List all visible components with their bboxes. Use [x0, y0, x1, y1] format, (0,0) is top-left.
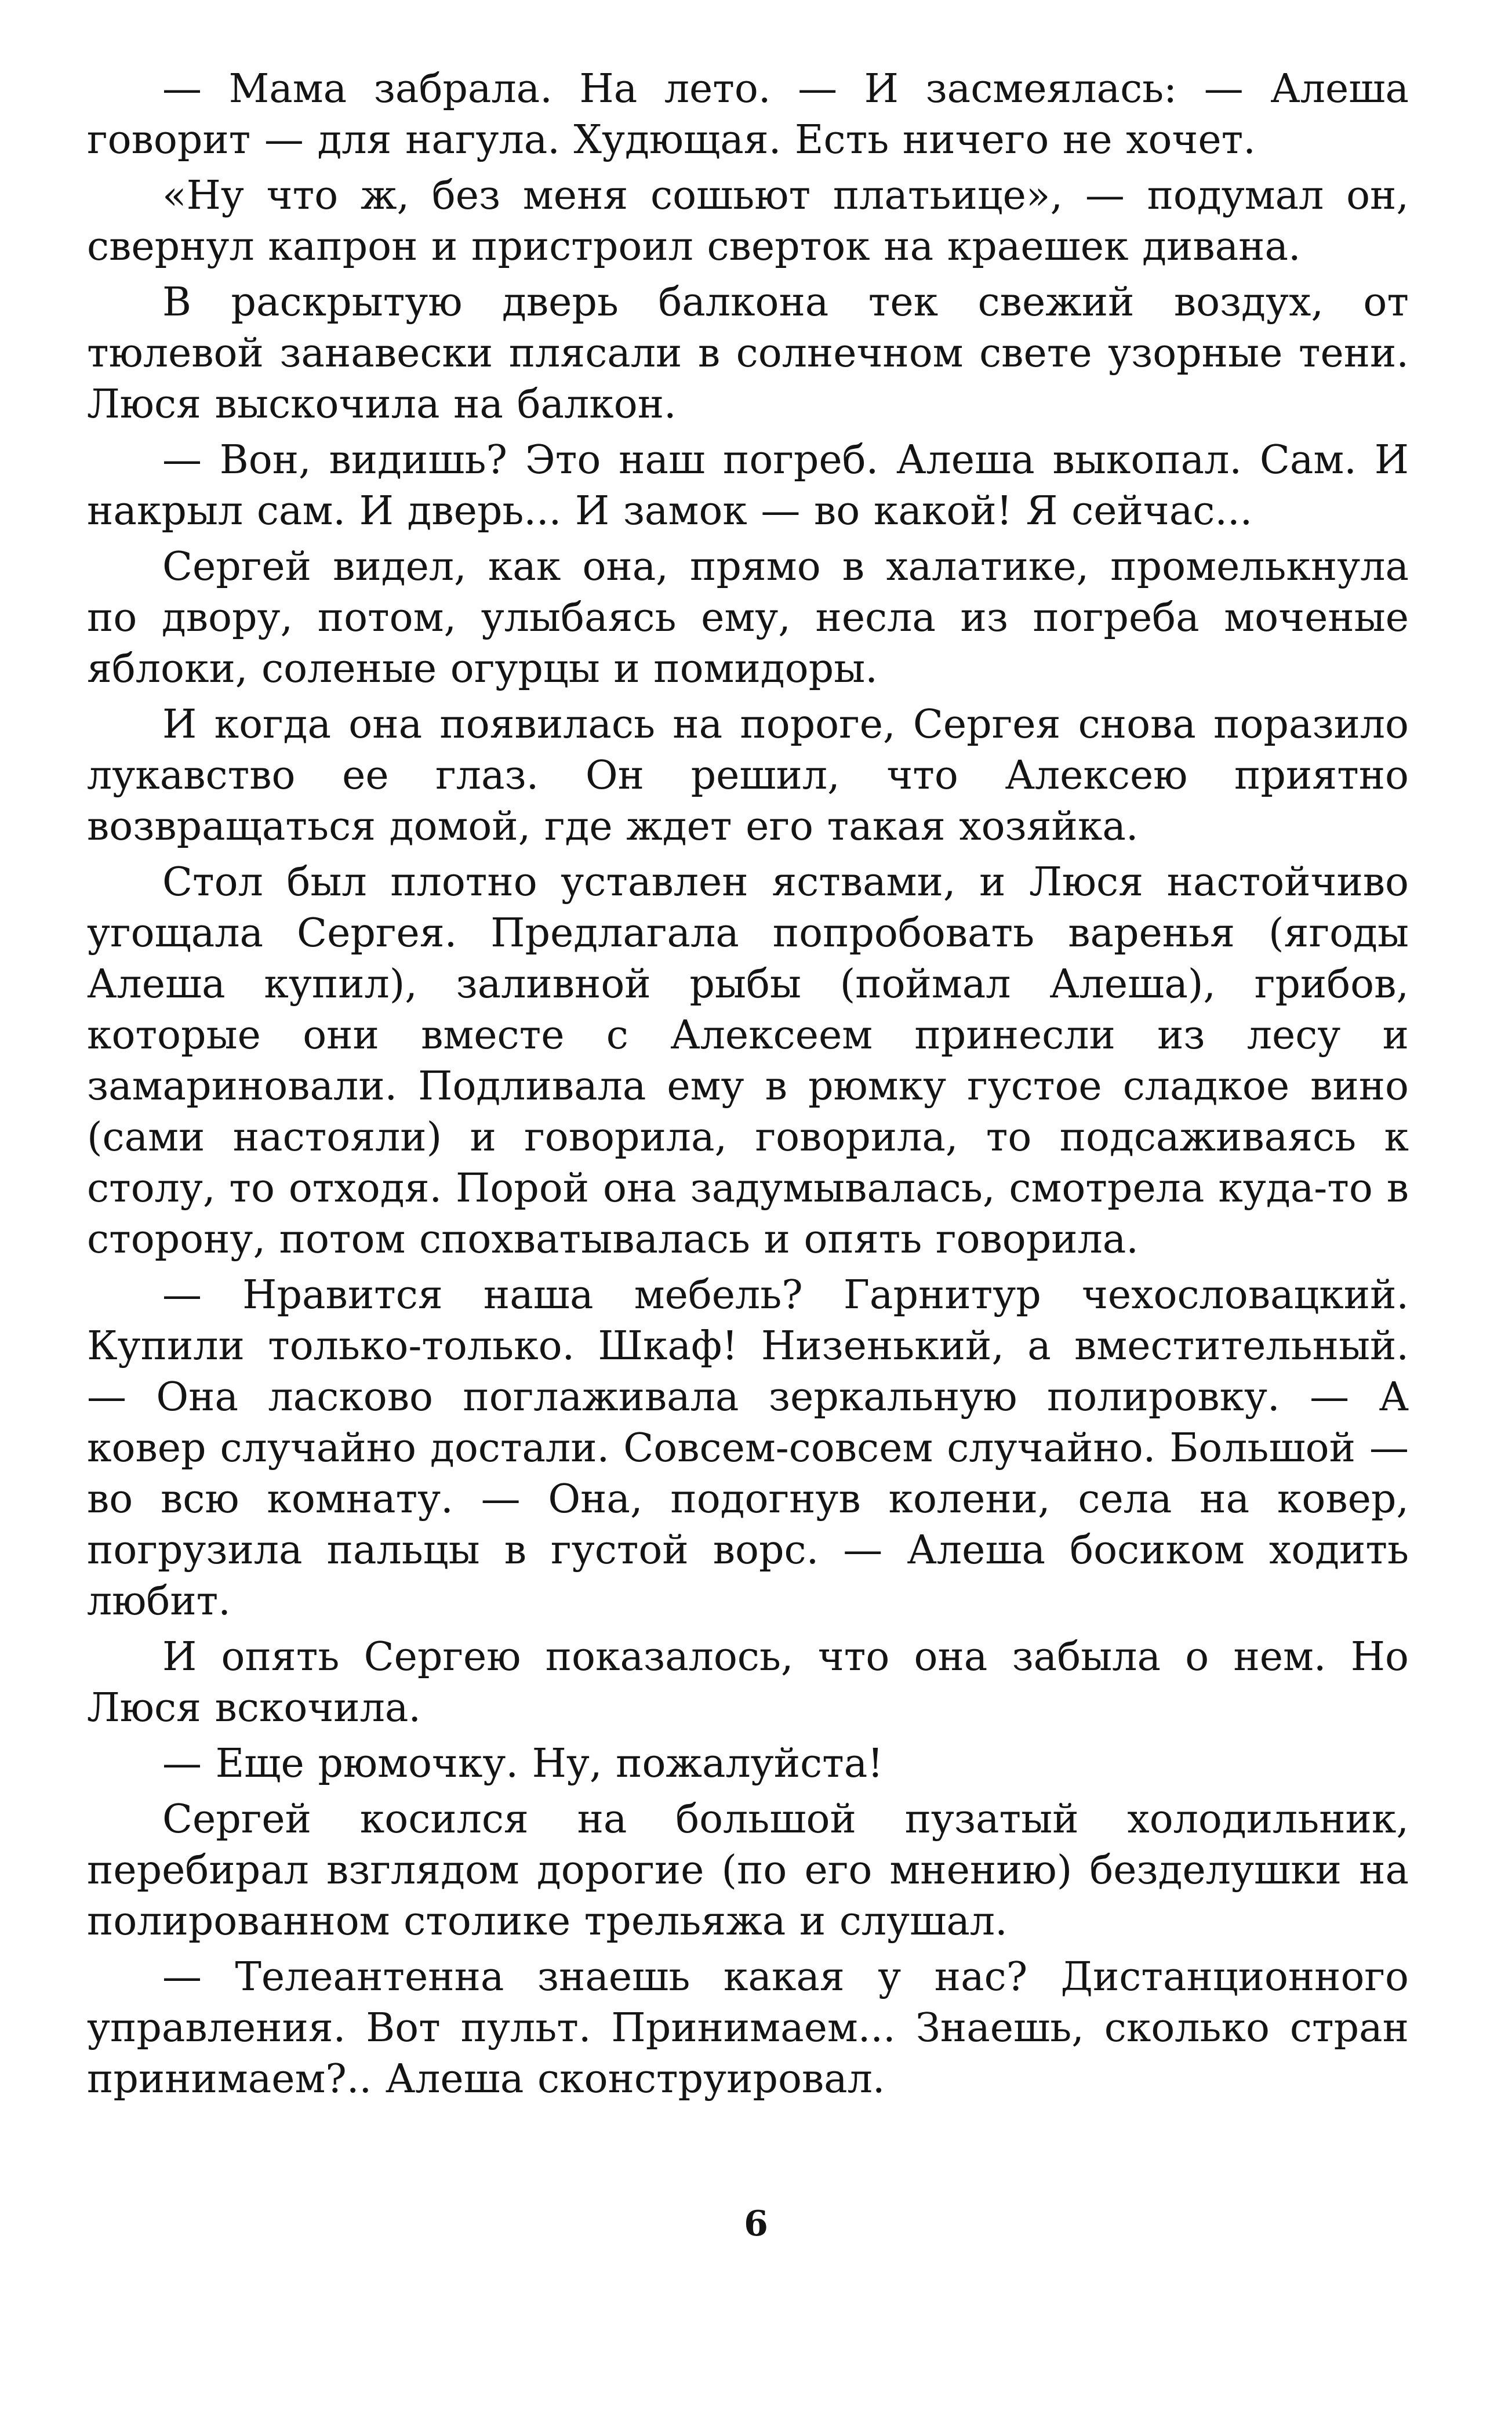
paragraph-4: — Вон, видишь? Это наш погреб. Алеша выкопал. Сам. И накрыл сам. И дверь... И замок — во какой! Я сейчас... — [87, 437, 1409, 534]
paragraph-7: Стол был плотно уставлен яствами, и Люся настойчиво угощала Сергея. Предлагала попробовать варенья (ягоды Алеша купил), заливной рыбы (поймал Алеша), грибов, которые они вместе с Алексеем принесли из лесу и замариновали. Подливала ему в рюмку густое сладкое вино (сами настояли) и говорила, говорила, то подсаживаясь к столу, то отходя. Порой она задумывалась, смотрела куда-то в сторону, потом спохватывалась и опять говорила. — [87, 859, 1409, 1262]
paragraph-9: И опять Сергею показалось, что она забыла о нем. Но Люся вскочила. — [87, 1634, 1409, 1731]
book-page — [87, 64, 1409, 2105]
paragraph-10: — Еще рюмочку. Ну, пожалуйста! — [162, 1741, 884, 1787]
paragraph-8: — Нравится наша мебель? Гарнитур чехословацкий. Купили только-только. Шкаф! Низенький, а вместительный. — Она ласково поглаживала зеркальную полировку. — А ковер случайно достали. Совсем-совсем случайно. Большой — во всю комнату. — Она, подогнув колени, села на ковер, погрузила пальцы в густой ворс. — Алеша босиком ходить любит. — [87, 1272, 1409, 1624]
paragraph-11: Сергей косился на большой пузатый холодильник, перебирал взглядом дорогие (по его мнению) безделушки на полированном столике трельяжа и слушал. — [87, 1796, 1409, 1944]
paragraph-12: — Телеантенна знаешь какая у нас? Дистанционного управления. Вот пульт. Принимаем... Знаешь, сколько стран принимаем?.. Алеша сконструировал. — [87, 1954, 1409, 2102]
paragraph-5: Сергей видел, как она, прямо в халатике, промелькнула по двору, потом, улыбаясь ему, несла из погреба моченые яблоки, соленые огурцы и помидоры. — [87, 544, 1409, 692]
paragraph-2: «Ну что ж, без меня сошьют платьице», — подумал он, свернул капрон и пристроил сверток на краешек дивана. — [87, 173, 1409, 270]
page-number: 6 — [744, 2204, 768, 2244]
paragraph-3: В раскрытую дверь балкона тек свежий воздух, от тюлевой занавески плясали в солнечном свете узорные тени. Люся выскочила на балкон. — [87, 280, 1409, 427]
paragraph-1: — Мама забрала. На лето. — И засмеялась: — Алеша говорит — для нагула. Худющая. Есть ничего не хочет. — [87, 66, 1409, 163]
paragraph-6: И когда она появилась на пороге, Сергея снова поразило лукавство ее глаз. Он решил, что Алексею приятно возвращаться домой, где ждет его такая хозяйка. — [87, 702, 1409, 850]
